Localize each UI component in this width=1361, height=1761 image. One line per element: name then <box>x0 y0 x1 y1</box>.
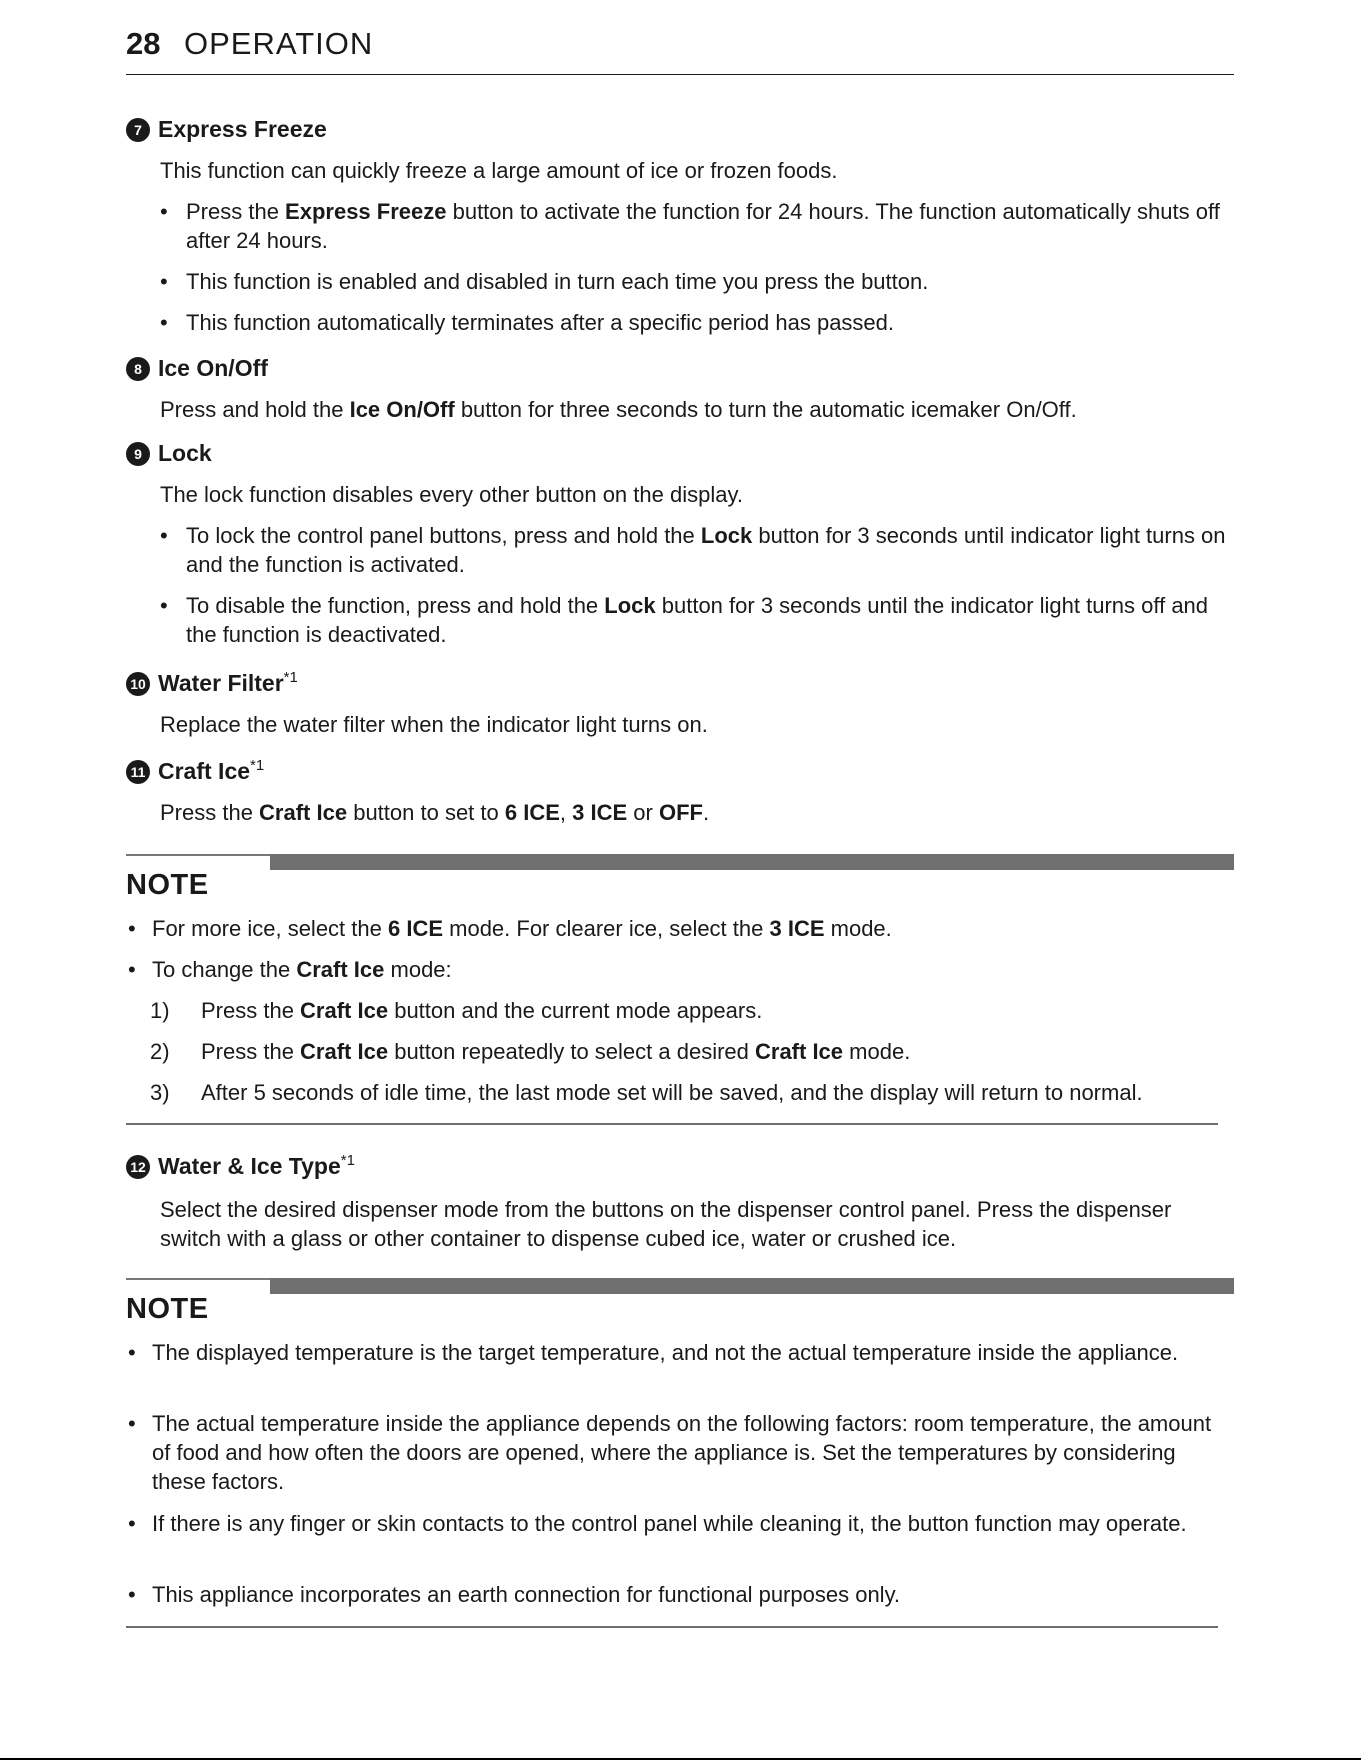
note-end-rule <box>126 1123 1218 1125</box>
section-title: Ice On/Off <box>158 355 268 381</box>
section-title: Water Filter <box>158 670 284 696</box>
section-number-badge: 11 <box>126 760 150 784</box>
section-title: Lock <box>158 440 212 466</box>
section-water-filter-heading <box>126 670 298 697</box>
ice-onoff-text: Press and hold the Ice On/Off button for three seconds to turn the automatic icemaker On/Off. <box>160 397 1077 422</box>
note-bullet: • This appliance incorporates an earth connection for functional purposes only. <box>128 1582 901 1607</box>
page-bottom-border <box>0 1758 1361 1760</box>
note-divider <box>126 1278 1234 1294</box>
page-number: 28 <box>126 26 161 61</box>
note-step: 2) Press the Craft Ice button repeatedly to select a desired Craft Ice mode. <box>150 1039 911 1064</box>
footnote-marker: *1 <box>283 669 298 686</box>
section-express-freeze-heading <box>126 116 327 143</box>
note-bullet: • To change the Craft Ice mode: <box>128 957 452 982</box>
express-freeze-bullet-3: • This function automatically terminates after a specific period has passed. <box>160 310 895 335</box>
note-bullet: • The actual temperature inside the appliance depends on the following factors: room temperature, the amount of food and how often the doors are opened, where the appliance is. Set the temperatures by considering these factors. <box>128 1411 1212 1494</box>
lock-bullet-1: • To lock the control panel buttons, press and hold the Lock button for 3 seconds until indicator light turns on and the function is activated. <box>160 523 1226 577</box>
note-end-rule <box>126 1626 1218 1628</box>
water-ice-type-text: Select the desired dispenser mode from the buttons on the dispenser control panel. Press the dispenser switch with a glass or other container to dispense cubed ice, water or crushed ice. <box>160 1197 1172 1251</box>
section-number-badge: 12 <box>126 1155 150 1179</box>
section-title: Water & Ice Type <box>158 1153 341 1179</box>
water-filter-text: Replace the water filter when the indicator light turns on. <box>160 712 708 737</box>
craft-ice-text: Press the Craft Ice button to set to 6 ICE, 3 ICE or OFF. <box>160 800 710 825</box>
note-step: 3) After 5 seconds of idle time, the last mode set will be saved, and the display will return to normal. <box>150 1080 1143 1105</box>
page-header <box>126 26 1234 75</box>
note-bullet: • For more ice, select the 6 ICE mode. For clearer ice, select the 3 ICE mode. <box>128 916 892 941</box>
section-craft-ice-heading <box>126 758 264 785</box>
section-number-badge: 10 <box>126 672 150 696</box>
lock-intro: The lock function disables every other button on the display. <box>160 482 743 507</box>
section-ice-onoff-heading <box>126 355 268 382</box>
express-freeze-bullet-2: • This function is enabled and disabled in turn each time you press the button. <box>160 269 929 294</box>
note-bullet: • The displayed temperature is the target temperature, and not the actual temperature inside the appliance. <box>128 1340 1179 1365</box>
note-step: 1) Press the Craft Ice button and the current mode appears. <box>150 998 763 1023</box>
section-lock-heading <box>126 440 212 467</box>
footnote-marker: *1 <box>250 757 265 774</box>
section-title: Express Freeze <box>158 116 327 142</box>
express-freeze-intro: This function can quickly freeze a large amount of ice or frozen foods. <box>160 158 838 183</box>
note-divider <box>126 854 1234 870</box>
page-title: OPERATION <box>184 26 374 61</box>
express-freeze-bullet-1: • Press the Express Freeze button to activate the function for 24 hours. The function automatically shuts off after 24 hours. <box>160 199 1220 253</box>
note-title: NOTE <box>126 869 209 901</box>
note-bullet: • If there is any finger or skin contacts to the control panel while cleaning it, the button function may operate. <box>128 1511 1187 1536</box>
lock-bullet-2: • To disable the function, press and hold the Lock button for 3 seconds until the indicator light turns off and the function is deactivated. <box>160 593 1209 647</box>
section-number-badge: 7 <box>126 118 150 142</box>
section-water-ice-type-heading <box>126 1153 355 1180</box>
footnote-marker: *1 <box>340 1152 355 1169</box>
section-number-badge: 9 <box>126 442 150 466</box>
section-title: Craft Ice <box>158 758 251 784</box>
section-number-badge: 8 <box>126 357 150 381</box>
note-title: NOTE <box>126 1293 209 1325</box>
